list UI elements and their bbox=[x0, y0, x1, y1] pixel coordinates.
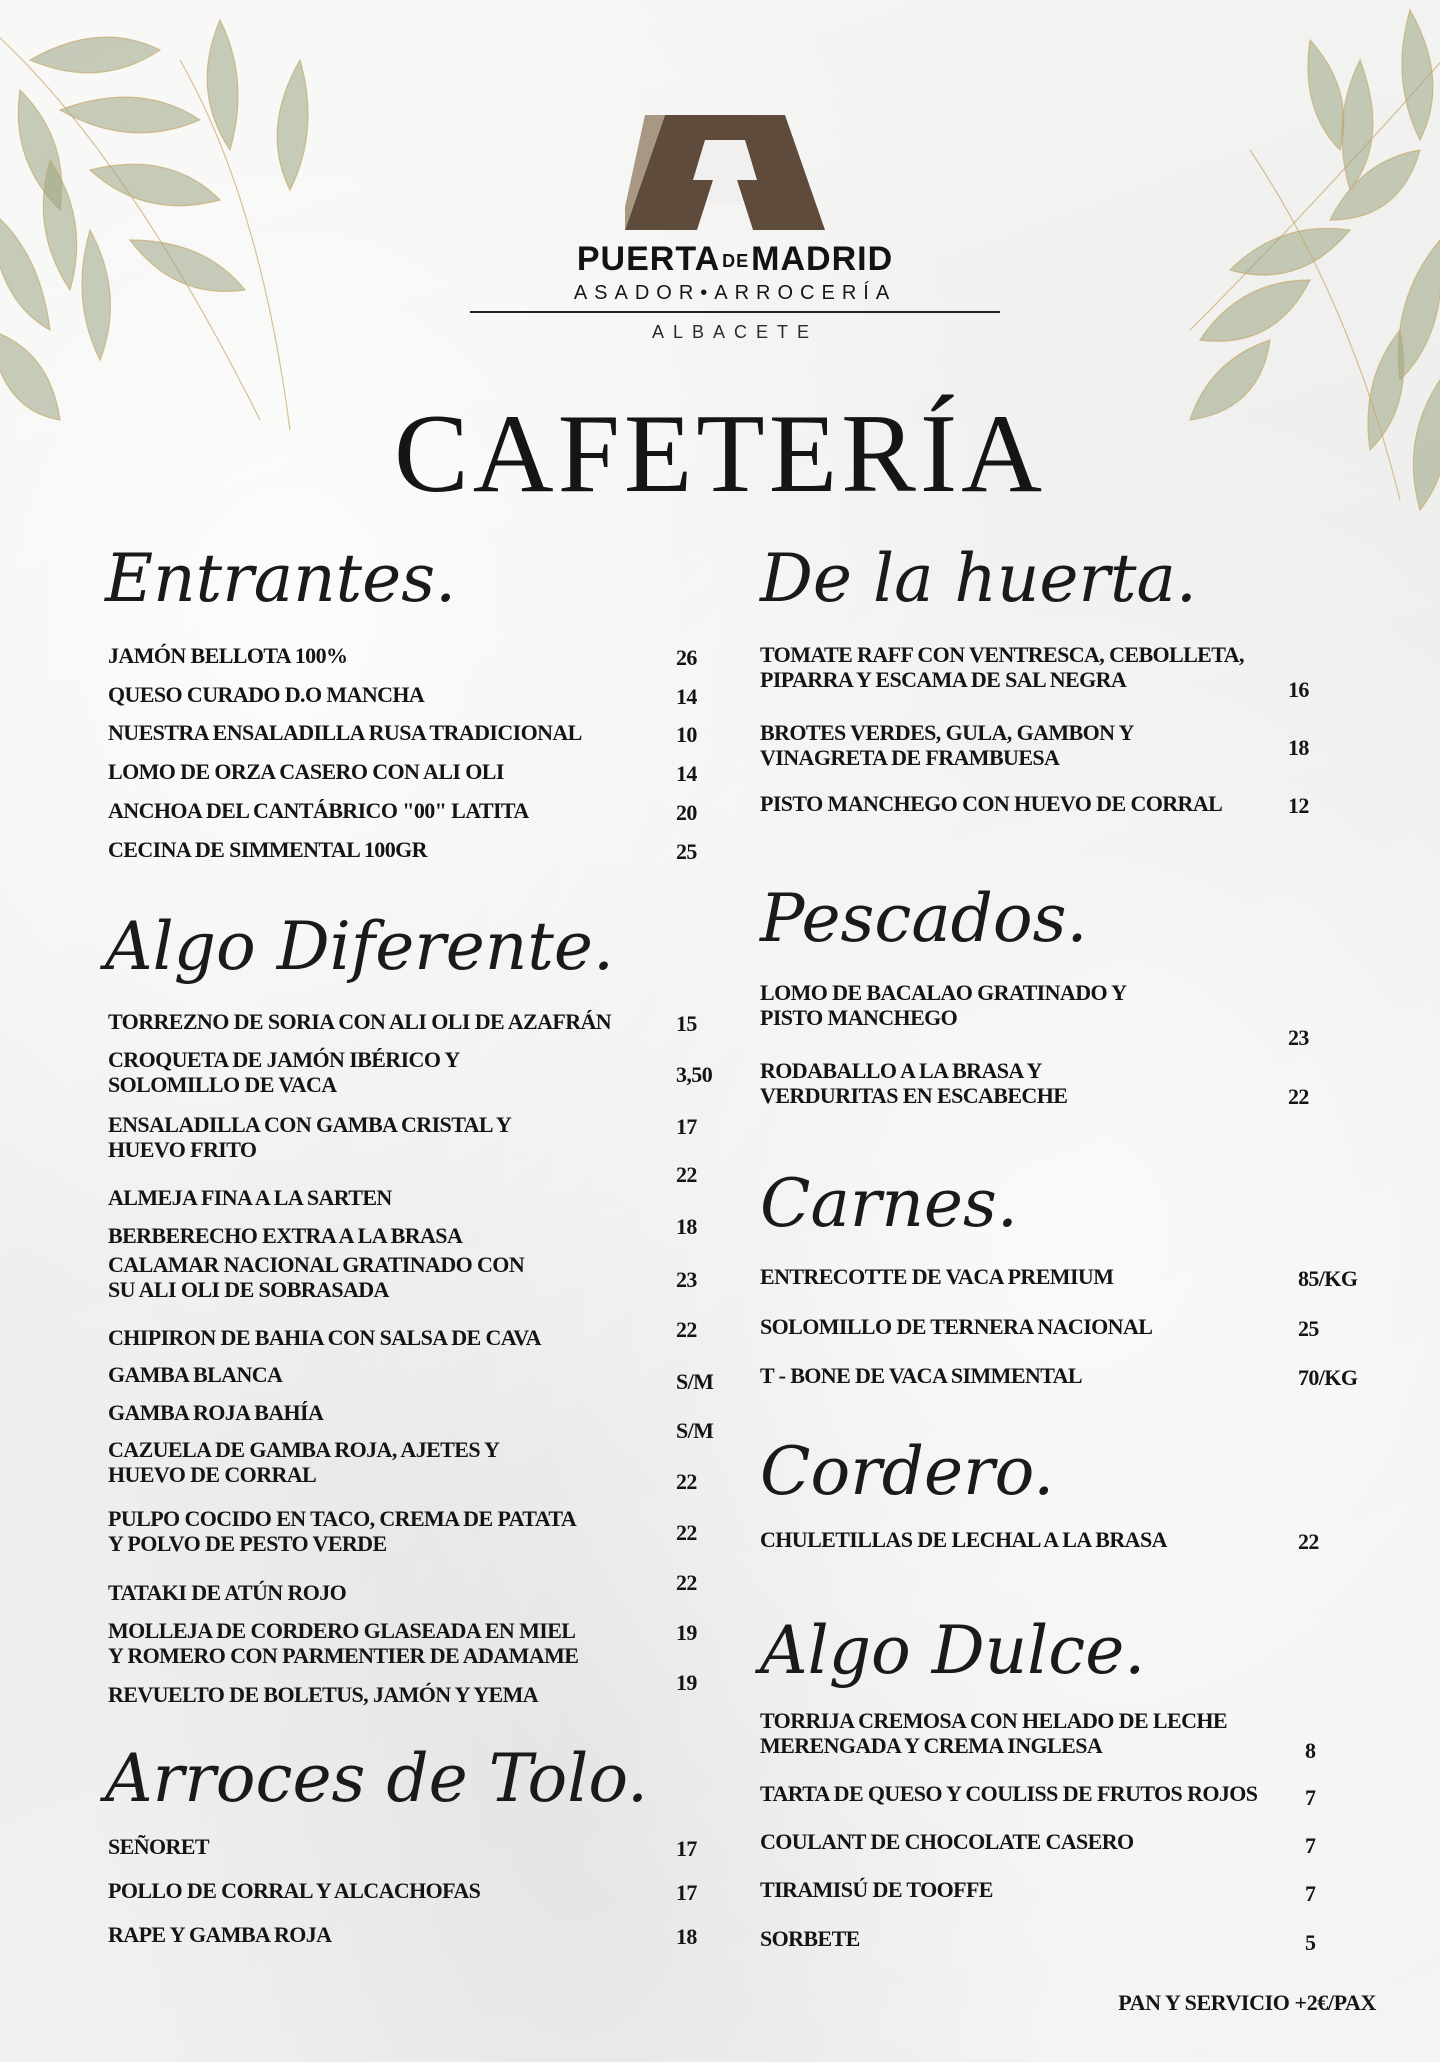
menu-item-name-line: POLLO DE CORRAL Y ALCACHOFAS bbox=[108, 1878, 481, 1903]
menu-item-price: 23 bbox=[676, 1267, 697, 1292]
menu-item-name-line: PIPARRA Y ESCAMA DE SAL NEGRA bbox=[760, 667, 1127, 692]
logo-word-madrid: MADRID bbox=[751, 240, 894, 278]
menu-item-name-line: SORBETE bbox=[760, 1926, 860, 1951]
menu-item-dulce bbox=[760, 1829, 1395, 1884]
footer-note: PAN Y SERVICIO +2€/PAX bbox=[1118, 1990, 1376, 2015]
section-title-pescados: Pescados. bbox=[760, 880, 1088, 957]
menu-item-name-line: ANCHOA DEL CANTÁBRICO "00" LATITA bbox=[108, 798, 529, 823]
menu-item-name-line: VERDURITAS EN ESCABECHE bbox=[760, 1083, 1068, 1108]
menu-item-price: 22 bbox=[676, 1317, 697, 1342]
menu-item-pescados bbox=[760, 1058, 1378, 1113]
menu-item-algo-diferente bbox=[108, 1252, 766, 1307]
menu-item-price: 20 bbox=[676, 800, 697, 825]
menu-item-price: 7 bbox=[1305, 1785, 1316, 1810]
menu-item-price: S/M bbox=[676, 1418, 714, 1443]
menu-item-name bbox=[108, 1400, 323, 1425]
menu-item-huerta bbox=[760, 791, 1378, 846]
menu-item-price: 12 bbox=[1288, 793, 1309, 818]
menu-item-price: 22 bbox=[676, 1162, 697, 1187]
section-title-algo-diferente: Algo Diferente. bbox=[105, 908, 614, 985]
menu-item-name-line: HUEVO FRITO bbox=[108, 1137, 257, 1162]
menu-item-name-line: CECINA DE SIMMENTAL 100GR bbox=[108, 837, 427, 862]
menu-item-algo-diferente bbox=[108, 1618, 766, 1673]
menu-item-name-line: CROQUETA DE JAMÓN IBÉRICO Y bbox=[108, 1047, 460, 1072]
menu-item-price: 14 bbox=[676, 761, 697, 786]
menu-item-name bbox=[760, 1264, 1113, 1289]
menu-item-name bbox=[108, 1325, 541, 1350]
menu-item-name bbox=[760, 1781, 1257, 1806]
logo-word-de: DE bbox=[722, 251, 750, 271]
menu-item-name bbox=[108, 1223, 462, 1248]
menu-item-name bbox=[108, 1047, 460, 1097]
menu-item-name bbox=[760, 1829, 1134, 1854]
menu-item-name bbox=[108, 1362, 282, 1387]
menu-item-name bbox=[108, 1618, 578, 1668]
menu-item-name bbox=[760, 1058, 1067, 1108]
menu-item-name-line: TORREZNO DE SORIA CON ALI OLI DE AZAFRÁN bbox=[108, 1009, 612, 1034]
menu-item-name bbox=[108, 1580, 346, 1605]
menu-item-price: 16 bbox=[1288, 677, 1309, 702]
menu-item-price: 22 bbox=[676, 1570, 697, 1595]
menu-item-name bbox=[108, 759, 504, 784]
menu-item-carnes bbox=[760, 1363, 1388, 1418]
section-title-carnes: Carnes. bbox=[760, 1165, 1018, 1242]
menu-item-name-line: GAMBA BLANCA bbox=[108, 1362, 283, 1387]
menu-item-price: 18 bbox=[676, 1924, 697, 1949]
menu-item-name-line: TATAKI DE ATÚN ROJO bbox=[108, 1580, 347, 1605]
menu-item-carnes bbox=[760, 1264, 1388, 1319]
section-title-cordero: Cordero. bbox=[760, 1433, 1055, 1510]
menu-item-name-line: MERENGADA Y CREMA INGLESA bbox=[760, 1733, 1103, 1758]
menu-item-price: 22 bbox=[676, 1520, 697, 1545]
menu-item-name bbox=[760, 1708, 1227, 1758]
menu-item-price: 26 bbox=[676, 645, 697, 670]
menu-item-price: 25 bbox=[676, 839, 697, 864]
menu-item-price: 70/KG bbox=[1298, 1365, 1358, 1390]
menu-item-name-line: CHULETILLAS DE LECHAL A LA BRASA bbox=[760, 1527, 1167, 1552]
logo-subtitle: ASADOR•ARROCERÍA bbox=[470, 282, 1000, 313]
menu-item-name bbox=[108, 1834, 209, 1859]
menu-item-name bbox=[760, 1314, 1152, 1339]
menu-item-name-line: QUESO CURADO D.O MANCHA bbox=[108, 682, 425, 707]
menu-item-name-line: ALMEJA FINA A LA SARTEN bbox=[108, 1185, 392, 1210]
menu-item-name-line: TIRAMISÚ DE TOOFFE bbox=[760, 1877, 993, 1902]
menu-item-name bbox=[108, 1009, 611, 1034]
menu-item-price: 19 bbox=[676, 1670, 697, 1695]
section-title-dulce: Algo Dulce. bbox=[760, 1612, 1146, 1689]
menu-item-price: 17 bbox=[676, 1114, 697, 1139]
menu-item-price: 7 bbox=[1305, 1881, 1316, 1906]
menu-item-price: 7 bbox=[1305, 1833, 1316, 1858]
section-title-arroces: Arroces de Tolo. bbox=[105, 1740, 648, 1817]
menu-item-name-line: NUESTRA ENSALADILLA RUSA TRADICIONAL bbox=[108, 720, 582, 745]
menu-item-huerta bbox=[760, 720, 1378, 775]
menu-item-name bbox=[108, 798, 529, 823]
menu-item-dulce bbox=[760, 1926, 1395, 1981]
menu-item-name bbox=[108, 643, 347, 668]
menu-item-price: 5 bbox=[1305, 1930, 1316, 1955]
menu-item-name-line: VINAGRETA DE FRAMBUESA bbox=[760, 745, 1060, 770]
menu-item-dulce bbox=[760, 1708, 1395, 1763]
menu-item-name-line: TARTA DE QUESO Y COULISS DE FRUTOS ROJOS bbox=[760, 1781, 1258, 1806]
menu-item-price: 85/KG bbox=[1298, 1266, 1358, 1291]
menu-item-price: 17 bbox=[676, 1880, 697, 1905]
menu-item-name-line: BERBERECHO EXTRA A LA BRASA bbox=[108, 1223, 463, 1248]
menu-item-name-line: JAMÓN BELLOTA 100% bbox=[108, 643, 348, 668]
menu-item-price: S/M bbox=[676, 1369, 714, 1394]
menu-item-name-line: CAZUELA DE GAMBA ROJA, AJETES Y bbox=[108, 1437, 500, 1462]
menu-item-huerta bbox=[760, 642, 1378, 702]
menu-item-name-line: BROTES VERDES, GULA, GAMBON Y bbox=[760, 720, 1134, 745]
section-title-entrantes: Entrantes. bbox=[105, 540, 457, 617]
menu-item-name bbox=[108, 1878, 480, 1903]
menu-item-name bbox=[108, 1252, 524, 1302]
menu-item-name-line: SOLOMILLO DE TERNERA NACIONAL bbox=[760, 1314, 1153, 1339]
menu-item-price: 22 bbox=[676, 1469, 697, 1494]
menu-item-name bbox=[108, 1185, 392, 1210]
menu-item-name bbox=[760, 1363, 1082, 1388]
menu-item-name-line: RAPE Y GAMBA ROJA bbox=[108, 1922, 332, 1947]
menu-item-name bbox=[760, 791, 1222, 816]
logo-wordmark bbox=[470, 240, 1000, 279]
arch-logo-icon bbox=[625, 110, 825, 235]
menu-item-name-line: T - BONE DE VACA SIMMENTAL bbox=[760, 1363, 1083, 1388]
menu-item-name-line: SOLOMILLO DE VACA bbox=[108, 1072, 337, 1097]
menu-item-name-line: SEÑORET bbox=[108, 1834, 209, 1859]
menu-item-algo-diferente bbox=[108, 1047, 766, 1102]
menu-item-name-line: Y ROMERO CON PARMENTIER DE ADAMAME bbox=[108, 1643, 579, 1668]
menu-item-name bbox=[760, 1926, 860, 1951]
menu-item-price: 23 bbox=[1288, 1025, 1309, 1050]
menu-item-name-line: COULANT DE CHOCOLATE CASERO bbox=[760, 1829, 1134, 1854]
menu-item-name bbox=[108, 1506, 576, 1556]
menu-item-name bbox=[108, 1437, 499, 1487]
menu-item-name-line: PULPO COCIDO EN TACO, CREMA DE PATATA bbox=[108, 1506, 577, 1531]
menu-item-name-line: SU ALI OLI DE SOBRASADA bbox=[108, 1277, 389, 1302]
menu-item-price: 15 bbox=[676, 1011, 697, 1036]
menu-item-name-line: GAMBA ROJA BAHÍA bbox=[108, 1400, 324, 1425]
menu-item-name bbox=[108, 1682, 538, 1707]
menu-item-name-line: CALAMAR NACIONAL GRATINADO CON bbox=[108, 1252, 525, 1277]
menu-item-price: 22 bbox=[1288, 1084, 1309, 1109]
menu-item-price: 8 bbox=[1305, 1738, 1316, 1763]
menu-item-name bbox=[108, 1922, 331, 1947]
menu-item-algo-diferente bbox=[108, 1112, 766, 1167]
menu-item-price: 17 bbox=[676, 1836, 697, 1861]
restaurant-logo bbox=[470, 110, 1000, 350]
logo-word-puerta: PUERTA bbox=[576, 240, 721, 278]
menu-item-name-line: REVUELTO DE BOLETUS, JAMÓN Y YEMA bbox=[108, 1682, 539, 1707]
menu-item-pescados bbox=[760, 980, 1378, 1050]
menu-item-name bbox=[760, 1527, 1167, 1552]
menu-item-algo-diferente bbox=[108, 1670, 766, 1737]
menu-item-name-line: MOLLEJA DE CORDERO GLASEADA EN MIEL bbox=[108, 1618, 576, 1643]
menu-item-dulce bbox=[760, 1781, 1395, 1836]
menu-item-price: 18 bbox=[1288, 735, 1309, 760]
menu-item-name-line: HUEVO DE CORRAL bbox=[108, 1462, 317, 1487]
menu-item-name-line: CHIPIRON DE BAHIA CON SALSA DE CAVA bbox=[108, 1325, 541, 1350]
menu-item-name bbox=[760, 720, 1134, 770]
menu-item-name bbox=[108, 1112, 511, 1162]
page-title: CAFETERÍA bbox=[394, 392, 1046, 516]
menu-item-name-line: ENSALADILLA CON GAMBA CRISTAL Y bbox=[108, 1112, 512, 1137]
logo-city: ALBACETE bbox=[651, 322, 819, 342]
menu-item-name bbox=[760, 642, 1244, 692]
menu-item-algo-diferente bbox=[108, 1506, 766, 1561]
menu-item-name-line: Y POLVO DE PESTO VERDE bbox=[108, 1531, 387, 1556]
menu-item-name-line: TORRIJA CREMOSA CON HELADO DE LECHE bbox=[760, 1708, 1227, 1733]
menu-item-name bbox=[108, 837, 427, 862]
menu-item-price: 10 bbox=[676, 722, 697, 747]
section-title-huerta: De la huerta. bbox=[760, 540, 1197, 617]
menu-item-name bbox=[760, 1877, 993, 1902]
menu-item-price: 18 bbox=[676, 1214, 697, 1239]
menu-item-name-line: RODABALLO A LA BRASA Y bbox=[760, 1058, 1042, 1083]
menu-item-name-line: PISTO MANCHEGO bbox=[760, 1005, 958, 1030]
menu-item-carnes bbox=[760, 1314, 1388, 1369]
menu-item-entrantes bbox=[108, 837, 766, 892]
menu-item-algo-diferente bbox=[108, 1437, 766, 1492]
menu-item-name-line: TOMATE RAFF CON VENTRESCA, CEBOLLETA, bbox=[760, 642, 1244, 667]
menu-item-price: 14 bbox=[676, 684, 697, 709]
menu-item-name-line: LOMO DE BACALAO GRATINADO Y bbox=[760, 980, 1127, 1005]
menu-item-name-line: LOMO DE ORZA CASERO CON ALI OLI bbox=[108, 759, 504, 784]
menu-item-name bbox=[108, 720, 582, 745]
menu-item-name-line: ENTRECOTTE DE VACA PREMIUM bbox=[760, 1264, 1114, 1289]
menu-item-dulce bbox=[760, 1877, 1395, 1932]
menu-item-cordero bbox=[760, 1527, 1388, 1582]
menu-item-price: 22 bbox=[1298, 1529, 1319, 1554]
menu-item-name bbox=[760, 980, 1126, 1030]
menu-item-price: 25 bbox=[1298, 1316, 1319, 1341]
menu-item-price: 19 bbox=[676, 1620, 697, 1645]
menu-item-arroces bbox=[108, 1922, 766, 1977]
menu-item-name bbox=[108, 682, 424, 707]
menu-item-price: 3,50 bbox=[676, 1062, 713, 1087]
menu-item-name-line: PISTO MANCHEGO CON HUEVO DE CORRAL bbox=[760, 791, 1223, 816]
